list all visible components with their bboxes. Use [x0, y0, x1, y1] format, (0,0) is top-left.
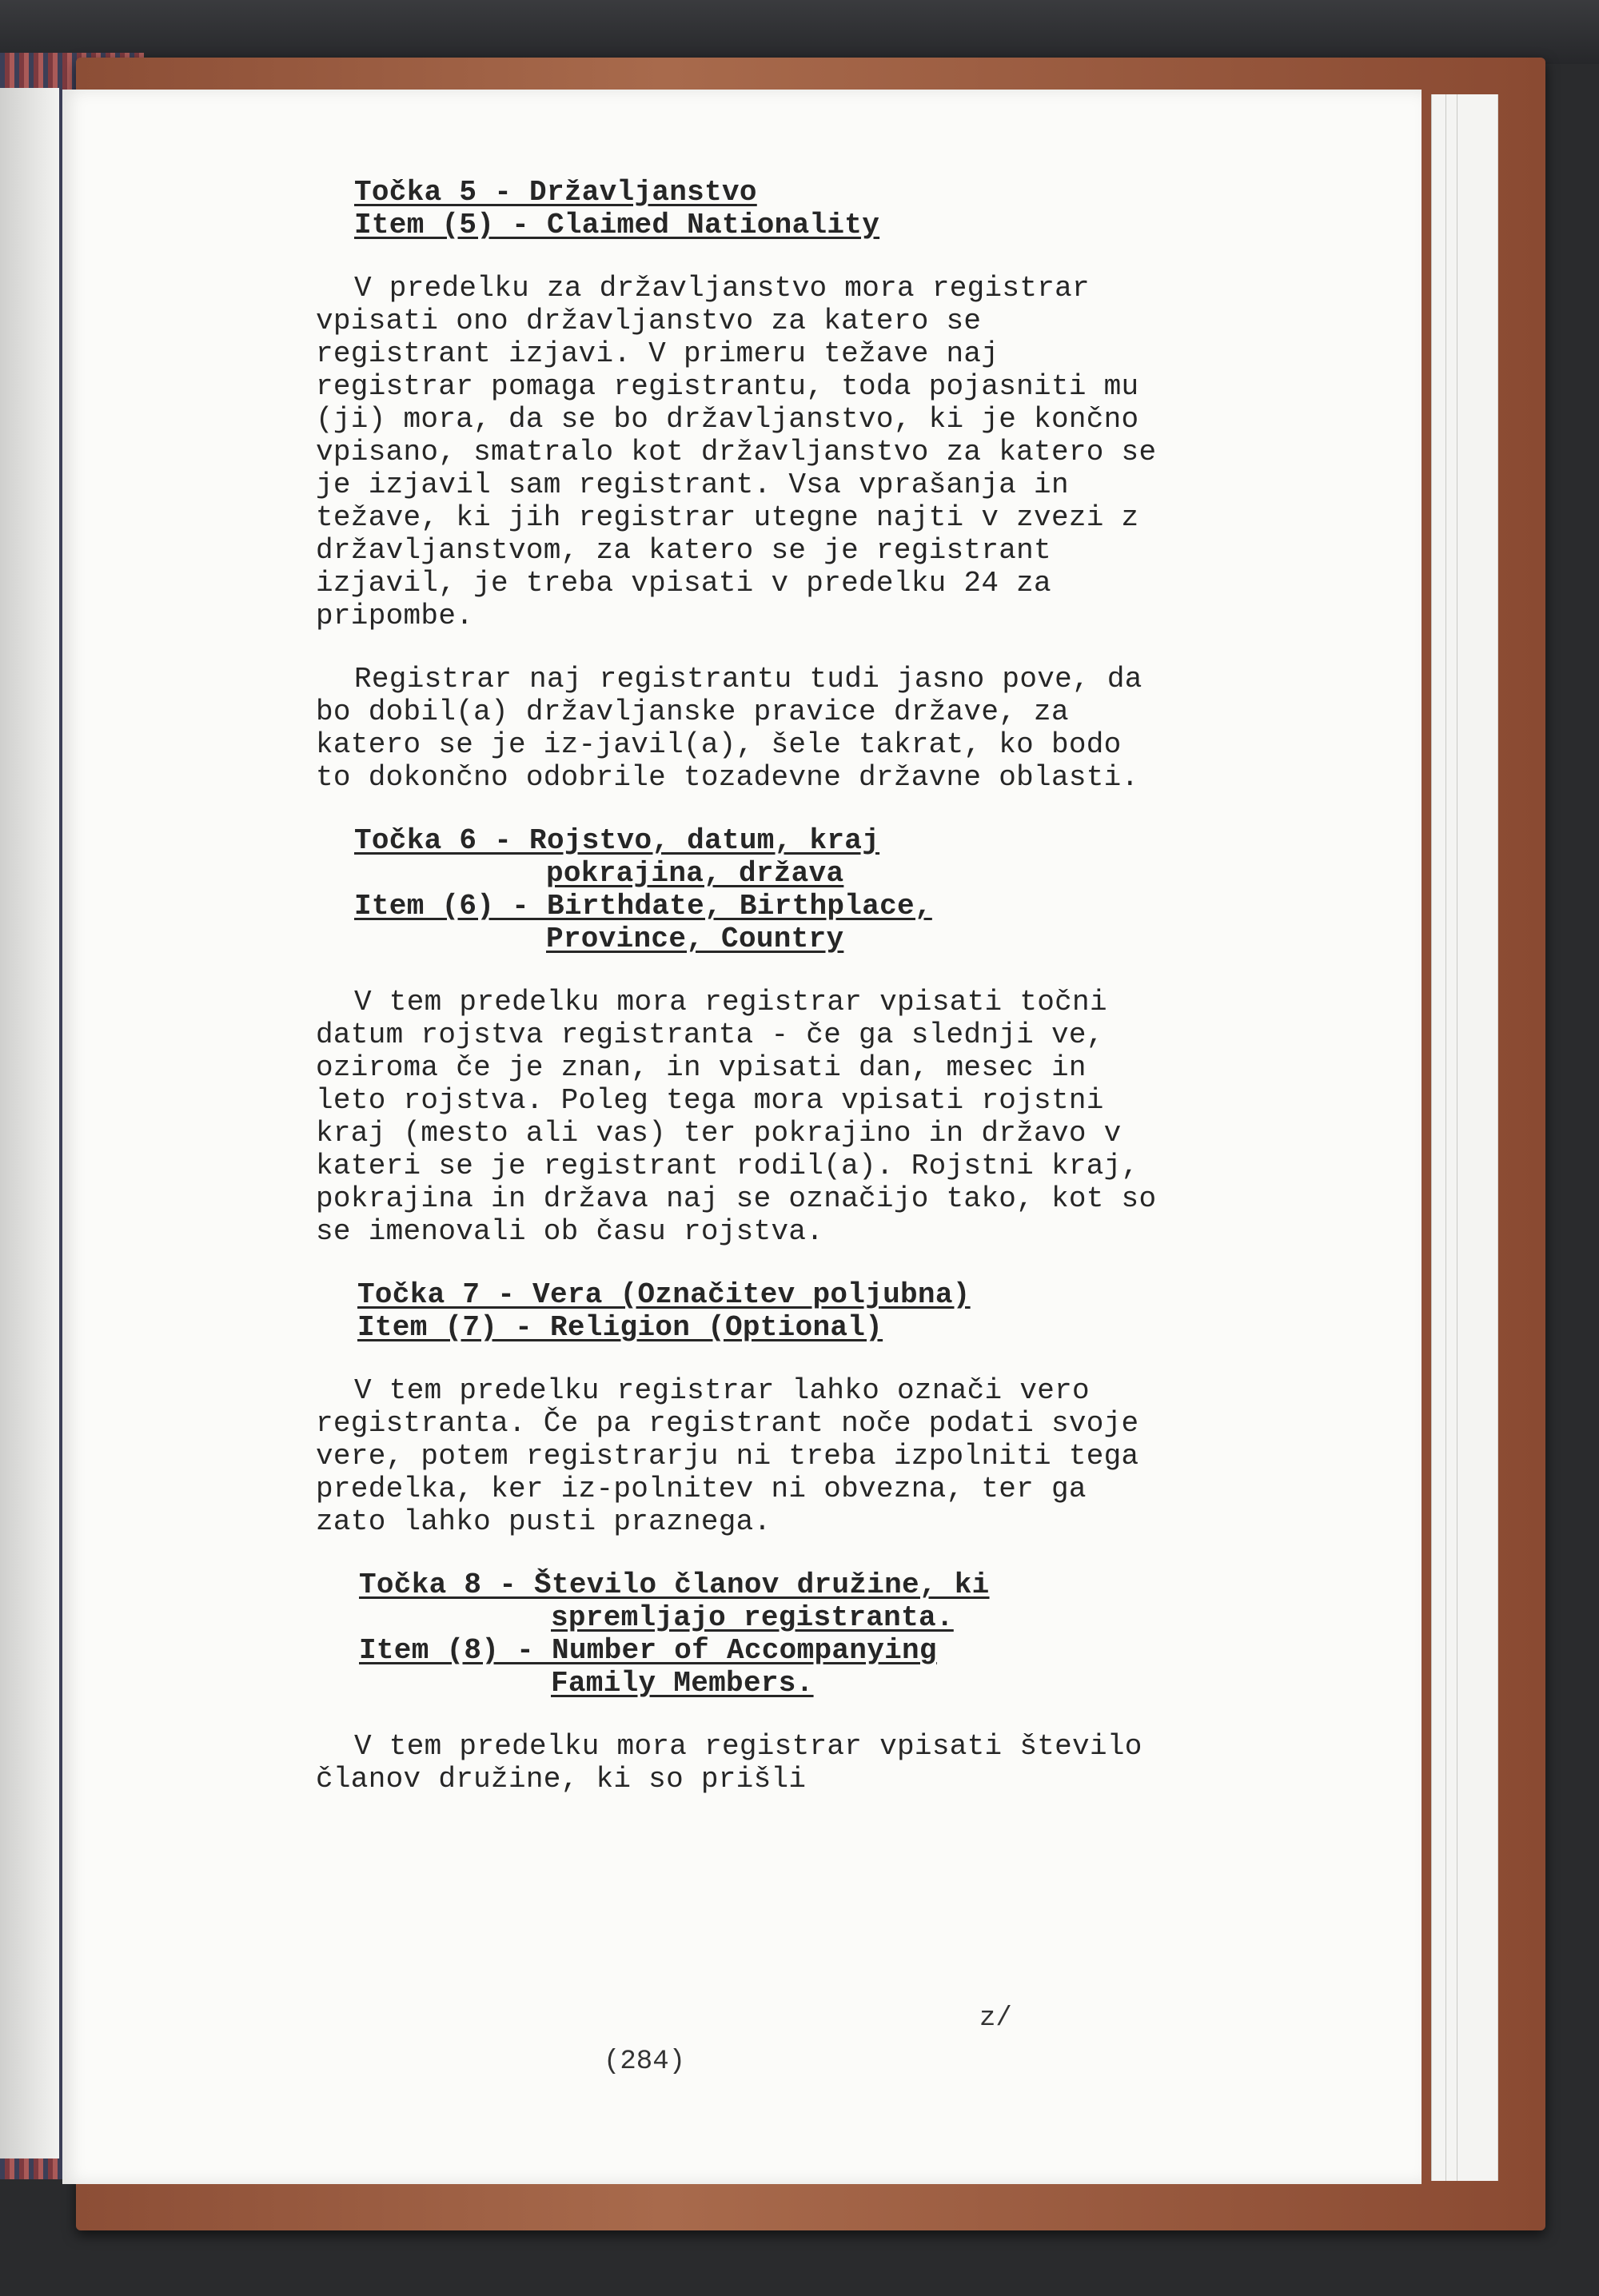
- page-edge: [1431, 94, 1447, 2181]
- paragraph: V tem predelku mora registrar vpisati število članov družine, ki so prišli: [316, 1730, 1142, 1796]
- heading-line: Item (8) - Number of Accompanying: [359, 1634, 937, 1667]
- heading-line: Item (6) - Birthdate, Birthplace,: [354, 890, 932, 923]
- paragraph: V tem predelku registrar lahko označi vero registranta. Če pa registrant noče podati svoje vere, potem registrarju ni treba izpolniti tega predelka, ker iz-polnitev ni obvezna, ter ga zato lahko pusti praznega.: [316, 1374, 1139, 1538]
- section-heading: [359, 1569, 1163, 1700]
- heading-line: Točka 8 - Število članov družine, ki: [359, 1569, 990, 1601]
- facing-page-edge: [0, 88, 59, 2158]
- paragraph: V tem predelku mora registrar vpisati točni datum rojstva registranta - če ga slednji ve, oziroma če je znan, in vpisati dan, mesec in leto rojstva. Poleg tega mora vpisati rojstni kraj (mesto ali vas) ter pokrajino in državo v kateri se je registrant rodil(a). Rojstni kraj, pokrajina in država naj se označijo tako, kot so se imenovali ob času rojstva.: [316, 986, 1157, 1248]
- page-number: (284): [604, 2047, 686, 2077]
- heading-line: Family Members.: [551, 1667, 814, 1700]
- section-heading: [357, 1278, 1163, 1344]
- paragraph: Registrar naj registrantu tudi jasno pove, da bo dobil(a) državljanske pravice države, za katero se je iz-javil(a), šele takrat, ko bodo to dokončno odobrile tozadevne državne oblasti.: [316, 663, 1142, 794]
- heading-line: pokrajina, država: [546, 857, 844, 890]
- heading-line: Točka 6 - Rojstvo, datum, kraj: [354, 824, 880, 857]
- page-edge: [1457, 94, 1498, 2181]
- continuation-mark: z/: [979, 2003, 1012, 2034]
- heading-line: Item (5) - Claimed Nationality: [354, 209, 880, 241]
- paragraph: V predelku za državljanstvo mora registrar vpisati ono državljanstvo za katero se registrant izjavi. V primeru težave naj registrar pomaga registrantu, toda pojasniti mu (ji) mora, da se bo državljanstvo, ki je končno vpisano, smatralo kot državljanstvo za katero se je izjavil sam registrant. Vsa vprašanja in težave, ki jih registrar utegne najti v zvezi z državljanstvom, za katero se je registrant izjavil, je treba vpisati v predelku 24 za pripombe.: [316, 272, 1157, 632]
- heading-line: Province, Country: [546, 923, 844, 955]
- heading-line: Item (7) - Religion (Optional): [357, 1311, 883, 1344]
- section-heading: [354, 176, 1163, 241]
- section-heading: [354, 824, 1163, 955]
- background-top: [0, 0, 1599, 64]
- heading-line: Točka 5 - Državljanstvo: [354, 176, 757, 209]
- page-text: [316, 176, 1163, 1826]
- heading-line: Točka 7 - Vera (Označitev poljubna): [357, 1278, 971, 1311]
- heading-line: spremljajo registranta.: [551, 1601, 954, 1634]
